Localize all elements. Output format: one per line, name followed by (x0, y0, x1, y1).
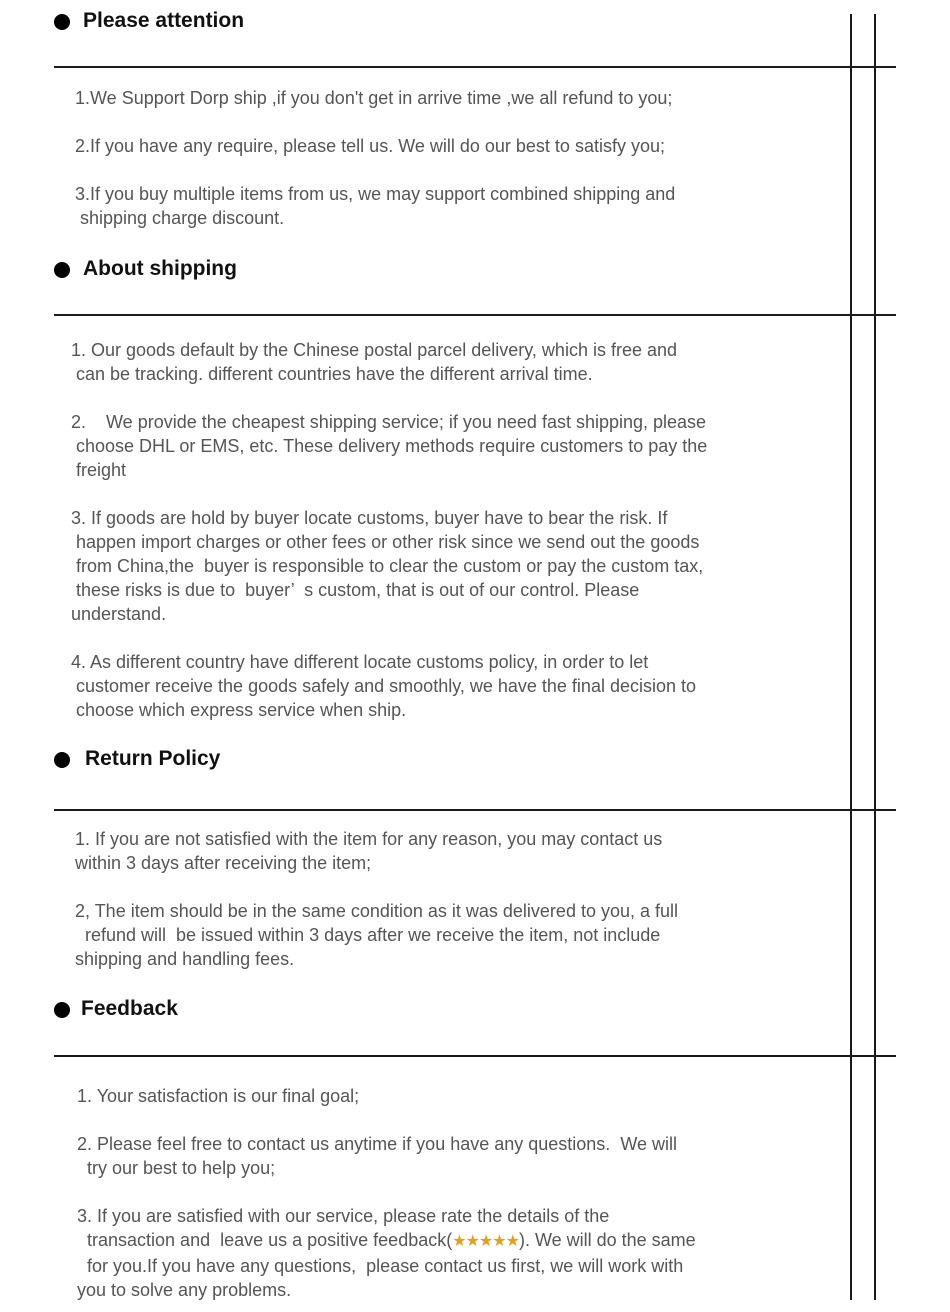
bullet-icon (54, 262, 70, 278)
border-line-right (874, 14, 876, 1300)
border-line-left (850, 14, 852, 1300)
bullet-icon (54, 14, 70, 30)
five-stars-icon: ★★★★★ (452, 1233, 519, 1250)
shipping-item-3: 3. If goods are hold by buyer locate customs, buyer have to bear the risk. If happen import charges or other fees or other risk since we send out the goods from China,the buyer is responsible to clear the custom or pay the custom tax, these risks is due to buyer’ s custom, that is out of our control. Please understand. (71, 508, 704, 624)
section-heading: Please attention (83, 9, 245, 32)
feedback-item-3: 3. If you are satisfied with our service, please rate the details of the transaction and leave us a positive feedback(★★★★★). We will do the same for you.If you have any questions, please contact us first, we will work with you to solve any problems. (77, 1206, 696, 1300)
return-item-1: 1. If you are not satisfied with the item for any reason, you may contact us within 3 days after receiving the item; (75, 829, 663, 873)
section-header (54, 997, 896, 1046)
attention-item-1: 1.We Support Dorp ship ,if you don't get in arrive time ,we all refund to you; (75, 88, 673, 108)
section-divider (54, 809, 896, 811)
feedback-item-1: 1. Your satisfaction is our final goal; (77, 1086, 360, 1106)
section-heading: About shipping (83, 257, 237, 280)
attention-item-3: 3.If you buy multiple items from us, we may support combined shipping and shipping charge discount. (75, 184, 676, 228)
section-feedback (54, 997, 896, 1300)
section-header (54, 9, 896, 58)
bullet-icon (54, 1002, 70, 1018)
feedback-item-2: 2. Please feel free to contact us anytime if you have any questions. We will try our best to help you; (77, 1134, 677, 1178)
return-item-2: 2, The item should be in the same condition as it was delivered to you, a full refund will be issued within 3 days after we receive the item, not include shipping and handling fees. (75, 901, 679, 969)
section-heading: Return Policy (85, 747, 221, 770)
section-return-policy (54, 747, 896, 969)
section-header (54, 747, 896, 796)
section-header (54, 257, 896, 306)
section-divider (54, 314, 896, 316)
section-divider (54, 66, 896, 68)
shipping-item-1: 1. Our goods default by the Chinese postal parcel delivery, which is free and can be tracking. different countries have the different arrival time. (71, 340, 678, 384)
attention-item-2: 2.If you have any require, please tell us. We will do our best to satisfy you; (75, 136, 665, 156)
section-about-shipping (54, 257, 896, 720)
section-please-attention (54, 9, 896, 228)
section-heading: Feedback (81, 997, 178, 1020)
section-divider (54, 1055, 896, 1057)
bullet-icon (54, 752, 70, 768)
shipping-item-4: 4. As different country have different locate customs policy, in order to let customer receive the goods safely and smoothly, we have the final decision to choose which express service when ship. (71, 652, 697, 720)
shipping-item-2: 2. We provide the cheapest shipping service; if you need fast shipping, please choose DHL or EMS, etc. These delivery methods require customers to pay the freight (71, 412, 708, 480)
